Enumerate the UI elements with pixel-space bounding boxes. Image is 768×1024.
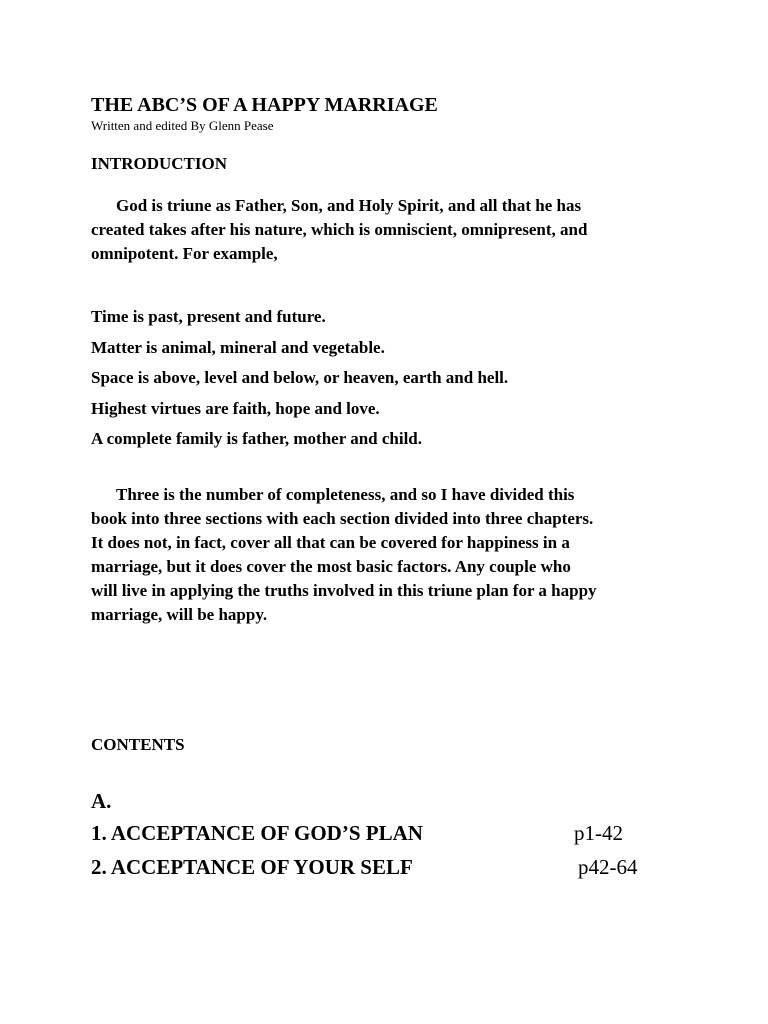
toc-entry-pages: p1-42 <box>574 821 623 845</box>
triad-item: Highest virtues are faith, hope and love. <box>91 398 380 418</box>
toc-entry-title: 1. ACCEPTANCE OF GOD’S PLAN <box>91 821 423 845</box>
document-title: THE ABC’S OF A HAPPY MARRIAGE <box>91 94 438 116</box>
introduction-paragraph-1 <box>91 194 691 266</box>
introduction-heading: INTRODUCTION <box>91 154 228 173</box>
toc-entry <box>91 852 691 882</box>
introduction-paragraph-2 <box>91 483 691 627</box>
document-byline: Written and edited By Glenn Pease <box>91 118 274 133</box>
paragraph-line: marriage, will be happy. <box>91 605 268 624</box>
paragraph-line: It does not, in fact, cover all that can be covered for happiness in a <box>91 533 570 552</box>
toc-entry-pages: p42-64 <box>578 855 638 879</box>
contents-heading: CONTENTS <box>91 735 185 754</box>
paragraph-line: will live in applying the truths involved in this triune plan for a happy <box>91 581 597 600</box>
triad-item: A complete family is father, mother and child. <box>91 429 423 448</box>
paragraph-line: marriage, but it does cover the most basic factors. Any couple who <box>91 557 571 576</box>
triad-item: Time is past, present and future. <box>91 307 326 326</box>
paragraph-line: book into three sections with each section divided into three chapters. <box>91 509 594 528</box>
triad-item: Matter is animal, mineral and vegetable. <box>91 337 385 357</box>
paragraph-line: God is triune as Father, Son, and Holy Spirit, and all that he has <box>116 196 582 215</box>
toc-entry-title: 2. ACCEPTANCE OF YOUR SELF <box>91 855 413 879</box>
triad-item: Space is above, level and below, or heaven, earth and hell. <box>91 368 509 387</box>
triads-list <box>91 302 508 455</box>
toc-entry <box>91 818 691 848</box>
paragraph-line: Three is the number of completeness, and so I have divided this <box>116 485 575 504</box>
contents-section-letter: A. <box>91 789 112 813</box>
paragraph-line: omnipotent. For example, <box>91 244 278 263</box>
paragraph-line: created takes after his nature, which is omniscient, omnipresent, and <box>91 220 588 239</box>
